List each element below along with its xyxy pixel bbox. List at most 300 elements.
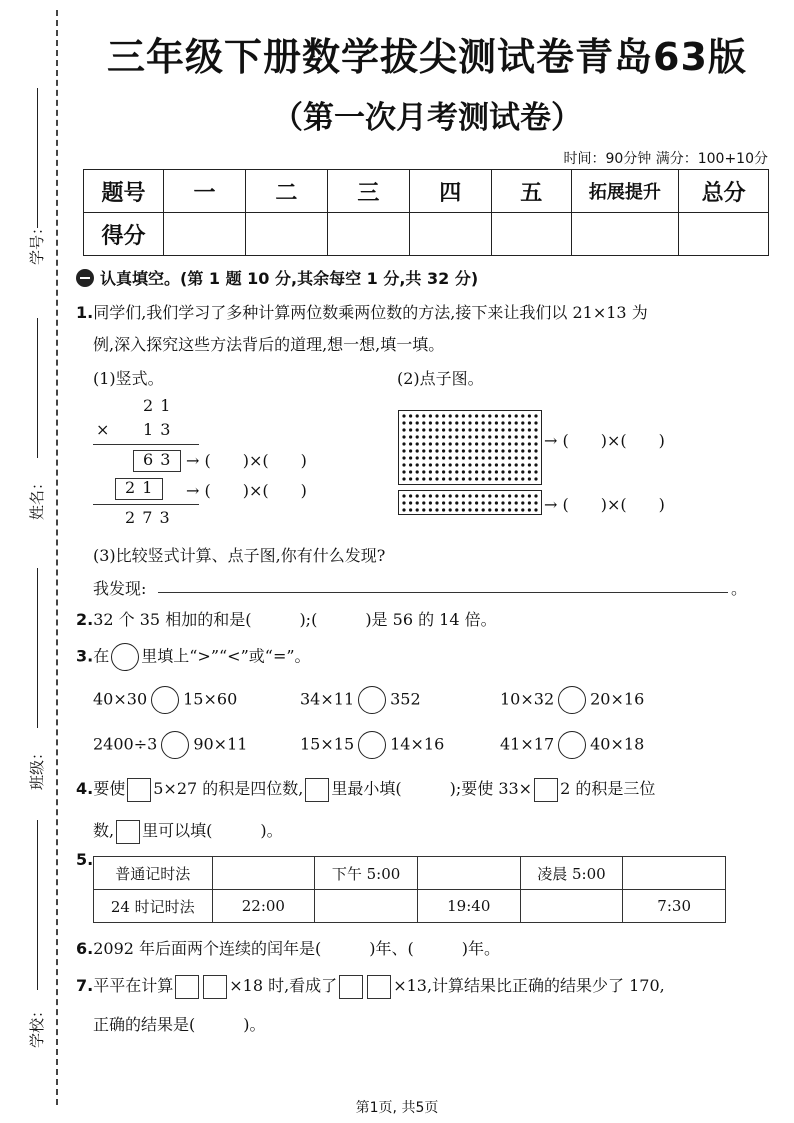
dot: [515, 508, 518, 511]
dot: [482, 421, 485, 424]
dot: [488, 494, 491, 497]
dot: [534, 501, 537, 504]
partial-product-2: 2 1: [125, 478, 154, 497]
compare-circle[interactable]: [558, 731, 586, 759]
q4-number: 4.: [76, 779, 94, 798]
dot: [515, 428, 518, 431]
dot: [534, 435, 537, 438]
page-subtitle: （第一次月考测试卷）: [272, 100, 582, 136]
compare-right: 15×60: [183, 689, 238, 709]
compare-circle[interactable]: [358, 686, 386, 714]
time-conversion-table: [93, 856, 726, 923]
dot: [468, 501, 471, 504]
dot: [422, 501, 425, 504]
dot: [442, 414, 445, 417]
compare-left: 2400÷3: [93, 734, 158, 754]
dot: [429, 421, 432, 424]
compare-right: 352: [390, 689, 421, 709]
q1-period: 。: [731, 579, 748, 598]
dot: [501, 508, 504, 511]
dot: [442, 449, 445, 452]
dot: [429, 414, 432, 417]
score-cell[interactable]: [571, 213, 678, 256]
binding-dashed-line: [56, 10, 58, 1105]
dot: [528, 449, 531, 452]
dot: [442, 456, 445, 459]
dot: [475, 456, 478, 459]
dot: [442, 463, 445, 466]
q3-number: 3.: [76, 646, 94, 666]
dot: [442, 428, 445, 431]
dot: [495, 435, 498, 438]
dot: [416, 428, 419, 431]
score-header-cell: 题号: [84, 170, 164, 213]
dot: [402, 508, 405, 511]
dot: [416, 442, 419, 445]
dot: [521, 470, 524, 473]
compare-circle[interactable]: [558, 686, 586, 714]
dot: [462, 501, 465, 504]
q6-number: 6.: [76, 939, 94, 958]
dot: [482, 449, 485, 452]
q1-text-2: 例,深入探究这些方法背后的道理,想一想,填一填。: [93, 335, 445, 354]
dot: [528, 470, 531, 473]
dot: [534, 508, 537, 511]
dot: [435, 477, 438, 480]
dot: [468, 494, 471, 497]
compare-item: [300, 731, 444, 759]
q4-text-c: 里最小填( );要使 33×: [331, 779, 533, 798]
dot: [455, 421, 458, 424]
q4-digit-box[interactable]: [127, 778, 151, 802]
dot: [515, 435, 518, 438]
q7-line2: 正确的结果是( )。: [93, 1015, 266, 1034]
q1-part1-label: (1)竖式。: [93, 369, 164, 388]
dot: [488, 428, 491, 431]
q1-part2-label: (2)点子图。: [397, 369, 484, 388]
clock-cell[interactable]: [417, 857, 520, 890]
score-cell[interactable]: [491, 213, 571, 256]
dot: [534, 442, 537, 445]
dot: [416, 456, 419, 459]
dot: [435, 421, 438, 424]
dot: [409, 470, 412, 473]
dot-array-diagram: [398, 410, 542, 516]
dot: [495, 463, 498, 466]
dot: [534, 470, 537, 473]
dot: [475, 428, 478, 431]
q4-digit-box[interactable]: [534, 778, 558, 802]
dot: [534, 494, 537, 497]
dot: [495, 421, 498, 424]
dot: [429, 501, 432, 504]
dot: [402, 470, 405, 473]
dot: [455, 470, 458, 473]
compare-item: [500, 686, 644, 714]
dot: [429, 428, 432, 431]
q1-number: 1.: [76, 303, 94, 322]
dot: [449, 501, 452, 504]
score-cell[interactable]: [327, 213, 409, 256]
q2-text: 32 个 35 相加的和是( );( )是 56 的 14 倍。: [93, 610, 497, 629]
dot: [501, 463, 504, 466]
dot: [422, 442, 425, 445]
q4-line1: [76, 776, 655, 802]
dot: [416, 501, 419, 504]
dot: [482, 508, 485, 511]
vertical-multiplier: 1 3: [143, 420, 172, 439]
compare-left: 34×11: [300, 689, 355, 709]
vertical-top-number: 2 1: [143, 396, 172, 415]
q7-text-a: 平平在计算: [93, 976, 174, 995]
score-row-label: 得分: [84, 213, 164, 256]
q7-digit-box: [339, 975, 363, 999]
dot: [515, 442, 518, 445]
dot: [521, 414, 524, 417]
dot: [475, 501, 478, 504]
dot: [475, 477, 478, 480]
q2-line: [76, 607, 497, 630]
dot: [409, 442, 412, 445]
clock-cell[interactable]: [212, 857, 315, 890]
dot: [468, 456, 471, 459]
dot: [429, 456, 432, 459]
dot: [482, 463, 485, 466]
dot: [468, 428, 471, 431]
compare-circle[interactable]: [358, 731, 386, 759]
partial-product-1: 6 3: [143, 450, 172, 469]
dot: [515, 421, 518, 424]
dot: [402, 477, 405, 480]
dot: [495, 477, 498, 480]
dot: [534, 449, 537, 452]
q3-pre: 在: [93, 646, 110, 666]
dot: [409, 414, 412, 417]
dot: [442, 501, 445, 504]
dot: [422, 508, 425, 511]
dot: [402, 456, 405, 459]
dot: [482, 428, 485, 431]
dot: [528, 442, 531, 445]
class-label: 班级：: [28, 744, 47, 791]
q4-digit-box-ref: [305, 778, 329, 802]
score-header-cell: 四: [409, 170, 491, 213]
dot: [468, 414, 471, 417]
school-label: 学校：: [28, 1002, 47, 1049]
score-cell[interactable]: [409, 213, 491, 256]
score-header-cell: 一: [163, 170, 245, 213]
dot: [449, 477, 452, 480]
dot: [455, 428, 458, 431]
dot: [521, 508, 524, 511]
student-id-label: 学号：: [28, 219, 47, 266]
dot: [449, 449, 452, 452]
compare-item: [500, 731, 644, 759]
dot: [442, 442, 445, 445]
clock-cell: 19:40: [417, 890, 520, 923]
dot: [422, 428, 425, 431]
dot: [455, 456, 458, 459]
dot: [521, 477, 524, 480]
dot: [409, 435, 412, 438]
dot: [462, 421, 465, 424]
q7-digit-box: [175, 975, 199, 999]
dot: [462, 414, 465, 417]
dot: [501, 501, 504, 504]
dot: [475, 421, 478, 424]
clock-cell: 凌晨 5:00: [520, 857, 623, 890]
q3-post: 里填上“>”“<”或“=”。: [141, 646, 311, 666]
dot: [416, 477, 419, 480]
compare-circle[interactable]: [161, 731, 189, 759]
dot: [501, 477, 504, 480]
dot: [501, 456, 504, 459]
dot: [488, 456, 491, 459]
dot: [495, 501, 498, 504]
dot: [442, 435, 445, 438]
dot: [402, 463, 405, 466]
dot: [528, 501, 531, 504]
q7-text-c: ×13,计算结果比正确的结果少了 170,: [393, 976, 665, 995]
dot: [488, 508, 491, 511]
dot: [402, 414, 405, 417]
dot: [435, 501, 438, 504]
dot: [475, 508, 478, 511]
q4-text-d: 2 的积是三位: [560, 779, 656, 798]
dot: [422, 456, 425, 459]
q1-part3: (3)比较竖式计算、点子图,你有什么发现?: [93, 546, 386, 565]
dot: [528, 508, 531, 511]
dot: [462, 456, 465, 459]
q7-number: 7.: [76, 976, 94, 995]
dot: [508, 477, 511, 480]
dot: [435, 449, 438, 452]
dot: [528, 428, 531, 431]
q4-text-e: 数,: [93, 821, 115, 840]
score-table: [83, 169, 769, 256]
dot: [402, 442, 405, 445]
dot: [429, 449, 432, 452]
dot: [455, 477, 458, 480]
dot: [462, 435, 465, 438]
dot: [482, 470, 485, 473]
dot: [422, 494, 425, 497]
dot: [508, 421, 511, 424]
dot: [409, 449, 412, 452]
dot: [455, 414, 458, 417]
dot: [455, 494, 458, 497]
dot: [435, 414, 438, 417]
dot: [495, 456, 498, 459]
dot: [521, 442, 524, 445]
dot: [521, 456, 524, 459]
dot: [435, 435, 438, 438]
score-cell[interactable]: [163, 213, 245, 256]
dot: [482, 501, 485, 504]
dot: [449, 463, 452, 466]
dot: [429, 494, 432, 497]
dot: [422, 414, 425, 417]
dot: [429, 435, 432, 438]
dot: [521, 494, 524, 497]
compare-left: 41×17: [500, 734, 555, 754]
dot: [422, 477, 425, 480]
dot: [435, 428, 438, 431]
clock-cell: 7:30: [623, 890, 726, 923]
clock-cell: 22:00: [212, 890, 315, 923]
dot: [528, 435, 531, 438]
dot: [534, 414, 537, 417]
score-header-cell: 拓展提升: [571, 170, 678, 213]
dot: [495, 508, 498, 511]
dot: [402, 428, 405, 431]
dot: [462, 463, 465, 466]
vertical-line-1: [93, 444, 199, 445]
dot: [455, 449, 458, 452]
dot: [528, 477, 531, 480]
dot: [508, 442, 511, 445]
dot: [429, 442, 432, 445]
dot: [501, 442, 504, 445]
dot: [442, 421, 445, 424]
dot: [435, 463, 438, 466]
dot: [468, 463, 471, 466]
score-header-cell: 二: [245, 170, 327, 213]
dot: [528, 456, 531, 459]
dot: [534, 428, 537, 431]
dot: [449, 421, 452, 424]
page-title: 三年级下册数学拔尖测试卷青岛63版: [107, 35, 747, 79]
dot: [501, 494, 504, 497]
dot: [475, 494, 478, 497]
score-cell[interactable]: [679, 213, 769, 256]
dot: [455, 442, 458, 445]
dot: [501, 449, 504, 452]
dot: [515, 501, 518, 504]
compare-left: 40×30: [93, 689, 148, 709]
dot: [482, 435, 485, 438]
q7-line1: [76, 973, 665, 999]
dot: [416, 449, 419, 452]
dot: [488, 463, 491, 466]
page-footer: 第1页, 共5页: [355, 1100, 439, 1116]
q1-line1: [76, 300, 648, 323]
dot: [521, 428, 524, 431]
dot: [528, 463, 531, 466]
dot: [449, 428, 452, 431]
dot: [409, 477, 412, 480]
dot: [449, 414, 452, 417]
dot: [515, 477, 518, 480]
dot: [442, 470, 445, 473]
dot: [449, 442, 452, 445]
dot: [416, 414, 419, 417]
dot: [488, 414, 491, 417]
dot: [482, 494, 485, 497]
clock-row1-label: 普通记时法: [94, 857, 213, 890]
score-cell[interactable]: [245, 213, 327, 256]
dot: [402, 494, 405, 497]
dot: [442, 508, 445, 511]
time-info: 时间：90分钟 满分：100+10分: [563, 151, 768, 167]
dot: [435, 508, 438, 511]
dot: [501, 428, 504, 431]
compare-left: 10×32: [500, 689, 555, 709]
q5-number-text: 5.: [76, 850, 94, 869]
dot: [455, 501, 458, 504]
dot: [429, 463, 432, 466]
dot: [468, 435, 471, 438]
dot: [442, 477, 445, 480]
dot: [422, 463, 425, 466]
vertical-blank-2: → ( )×( ): [186, 481, 307, 500]
dot: [468, 508, 471, 511]
dot: [468, 470, 471, 473]
dot-blank-1: → ( )×( ): [544, 431, 665, 450]
dot: [475, 442, 478, 445]
dot: [508, 414, 511, 417]
dot: [449, 456, 452, 459]
dot: [468, 477, 471, 480]
dot: [475, 435, 478, 438]
dot: [508, 428, 511, 431]
compare-circle[interactable]: [151, 686, 179, 714]
score-header-cell: 总分: [679, 170, 769, 213]
dot: [488, 501, 491, 504]
dot: [455, 435, 458, 438]
dot: [515, 470, 518, 473]
dot: [429, 470, 432, 473]
dot: [528, 414, 531, 417]
q4-digit-box-ref: [116, 820, 140, 844]
dot: [475, 470, 478, 473]
dot: [475, 414, 478, 417]
dot: [422, 449, 425, 452]
dot: [442, 494, 445, 497]
dot: [534, 456, 537, 459]
compare-right: 20×16: [590, 689, 645, 709]
dot: [422, 435, 425, 438]
q7-digit-box: [203, 975, 227, 999]
q6-line: [76, 936, 500, 959]
dot: [462, 477, 465, 480]
dot: [416, 470, 419, 473]
q1-answer-line[interactable]: [158, 592, 728, 593]
dot: [429, 477, 432, 480]
dot: [416, 494, 419, 497]
dot: [468, 449, 471, 452]
clock-cell[interactable]: [315, 890, 418, 923]
dot: [429, 508, 432, 511]
q6-text: 2092 年后面两个连续的闰年是( )年、( )年。: [93, 939, 500, 958]
dot: [495, 494, 498, 497]
compare-item: [300, 686, 421, 714]
section-number-one-icon: [76, 269, 94, 287]
dot: [501, 421, 504, 424]
dot: [449, 508, 452, 511]
clock-cell[interactable]: [623, 857, 726, 890]
dot: [422, 470, 425, 473]
dot: [488, 442, 491, 445]
dot: [402, 421, 405, 424]
dot: [501, 435, 504, 438]
compare-right: 90×11: [193, 734, 248, 754]
clock-cell[interactable]: [520, 890, 623, 923]
dot: [409, 501, 412, 504]
dot: [521, 435, 524, 438]
dot: [409, 421, 412, 424]
dot: [495, 470, 498, 473]
